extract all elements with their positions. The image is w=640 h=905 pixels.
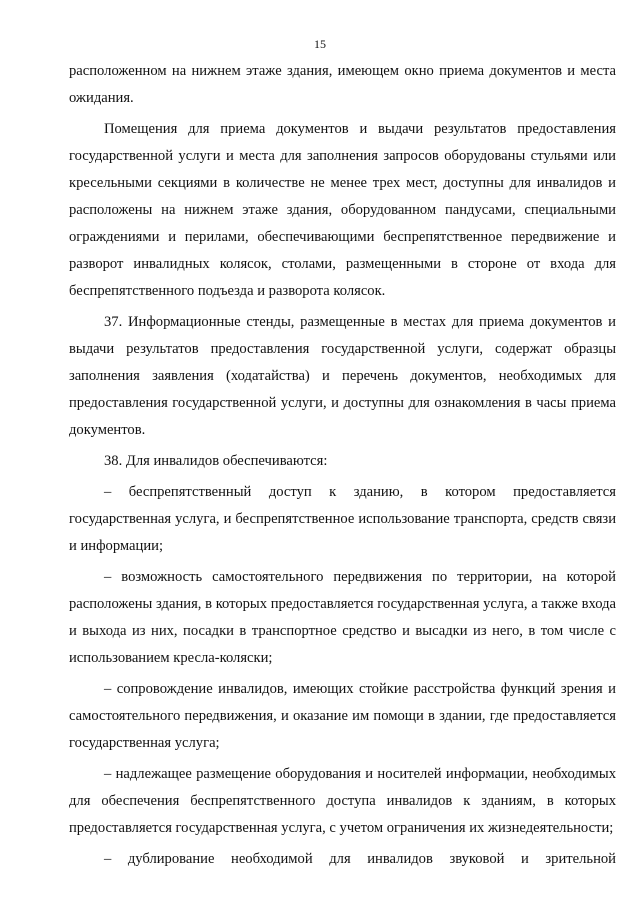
document-body (69, 58, 616, 873)
list-item-equipment: – надлежащее размещение оборудования и носителей информации, необходимых для обеспечения беспрепятственного доступа инвалидов к зданиям, в которых предоставляется государственная услуга, с учетом ограничения их жизнедеятельности; (69, 766, 616, 836)
list-item-access: – беспрепятственный доступ к зданию, в котором предоставляется государственная услуга, и беспрепятственное использование транспорта, средств связи и информации; (69, 484, 616, 554)
paragraph-37: 37. Информационные стенды, размещенные в местах для приема документов и выдачи результатов предоставления государственной услуги, содержат образцы заполнения заявления (ходатайства) и перечень документов, необходимых для предоставления государственной услуги, и доступны для ознакомления в часы приема документов. (69, 314, 616, 438)
list-item-escort: – сопровождение инвалидов, имеющих стойкие расстройства функций зрения и самостоятельного передвижения, и оказание им помощи в здании, где предоставляется государственная услуга; (69, 681, 616, 751)
paragraph-38-heading: 38. Для инвалидов обеспечиваются: (104, 453, 328, 469)
page-number: 15 (314, 37, 326, 51)
paragraph-premises: Помещения для приема документов и выдачи результатов предоставления государственной услуги и места для заполнения запросов оборудованы стульями или кресельными секциями в количестве не менее трех мест, доступны для инвалидов и расположены на нижнем этаже здания, оборудованном пандусами, специальными ограждениями и перилами, обеспечивающими беспрепятственное передвижение и разворот инвалидных колясок, столами, размещенными в стороне от входа для беспрепятственного подъезда и разворота колясок. (69, 121, 616, 299)
paragraph-continuation: расположенном на нижнем этаже здания, имеющем окно приема документов и места ожидания. (69, 63, 616, 106)
list-item-duplication: – дублирование необходимой для инвалидов звуковой и зрительной (104, 851, 616, 867)
list-item-movement: – возможность самостоятельного передвижения по территории, на которой расположены здания, в которых предоставляется государственная услуга, а также входа и выхода из них, посадки в транспортное средство и высадки из него, в том числе с использованием кресла-коляски; (69, 569, 616, 666)
